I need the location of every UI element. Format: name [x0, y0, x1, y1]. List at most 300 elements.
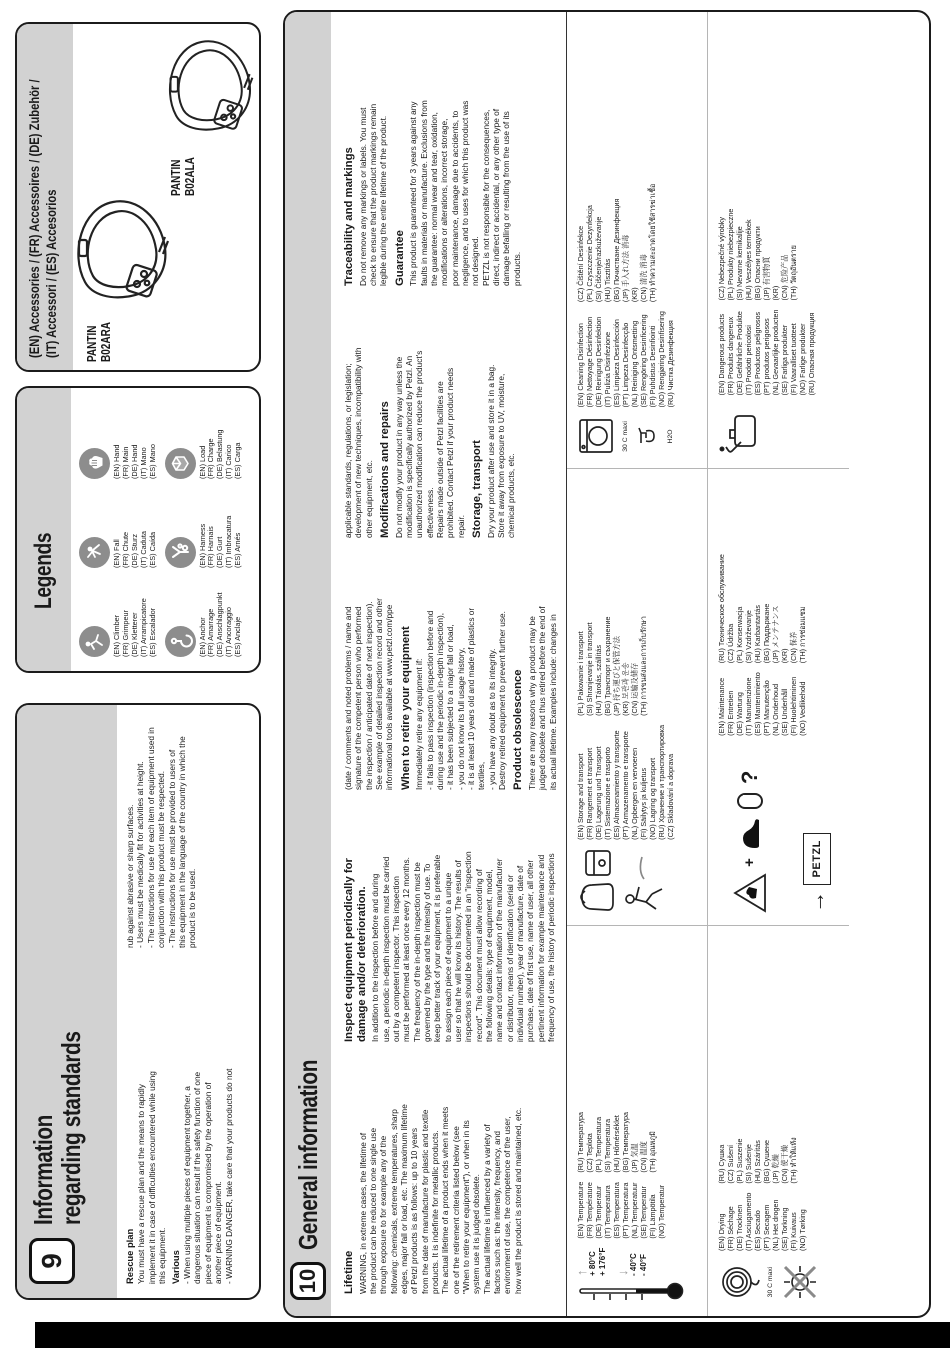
storage-bag-icon — [576, 849, 616, 913]
text-line: (PL) Czyszczenie Dezynfekcja — [585, 205, 595, 303]
legend-entry — [79, 574, 158, 657]
text-line: WARNING, in extreme cases, the lifetime of — [357, 1132, 368, 1294]
section-9-header-band — [17, 705, 117, 1298]
text-line: The frequency of the in-depth inspection must be — [411, 862, 422, 1042]
arrow-right-icon: → — [803, 890, 829, 913]
text-line: (CZ) Teplota — [585, 1133, 595, 1173]
text-line: Do not modify your product in any way unless the — [393, 356, 404, 538]
text-line: (NO) Tørking — [798, 1209, 808, 1251]
text-line: of Petzl products is as follows: up to 10 years — [409, 1127, 420, 1294]
text-line: (SI) Nevarne kemikalije — [735, 226, 745, 301]
anchor-icon — [165, 626, 196, 657]
text-line: effectiveness. — [424, 487, 435, 538]
drying-temp-label: 30 C maxi — [767, 1266, 775, 1298]
text-line: (TH) วัตถุอันตราย — [789, 245, 799, 301]
section-10-header-band — [285, 12, 331, 1316]
warning-triangle-icon — [732, 873, 768, 913]
section-9-panel — [15, 703, 261, 1300]
text-line: chemical products, etc. — [506, 453, 517, 538]
text-line: (RU) Хранение и транспортировка — [657, 724, 667, 840]
text-line: (IT) Caduta — [138, 531, 148, 568]
text-line: (NL) Opbergen en vervoeren — [630, 747, 640, 840]
fall-icon — [79, 537, 110, 568]
legends-grid — [71, 388, 247, 671]
text-line: (IT) Ancoraggio — [224, 607, 234, 657]
text-line: (KR) 보관과 운송 — [621, 662, 631, 716]
down-arrow-icon: ↓ — [615, 1269, 631, 1276]
text-line: - it has been subjected to a major fall or load, — [445, 624, 456, 790]
text-line: inspections should be documented in an "inspection — [463, 851, 474, 1042]
text-line: user so that he will know its history. The results of — [452, 860, 463, 1042]
title-line: regarding standards — [56, 1031, 86, 1225]
text-line: (EN) Storage and transport — [576, 753, 586, 840]
text-line: implement it in case of difficulties encountered while using — [146, 1071, 157, 1284]
text-line: out by a competent inspector. This inspection — [390, 876, 401, 1042]
text-line: (RU) Техническое обслуживание — [717, 554, 727, 664]
text-line: (CN) 使干燥 — [780, 1144, 790, 1184]
pictogram-area — [566, 12, 849, 1316]
lifetime-heading: Lifetime — [343, 1250, 355, 1294]
text-line: (NL) Reiniging Ontsmetting — [630, 320, 640, 408]
text-line: See example of detailed inspection record and other — [374, 598, 385, 790]
text-line: this equipment. — [157, 1227, 168, 1284]
title-line: Information — [28, 1115, 58, 1225]
text-line: In addition to the inspection before and during — [370, 873, 381, 1042]
section-10-title: General information — [293, 1059, 323, 1250]
text-line: (RU) Сушка — [717, 1144, 727, 1184]
text-line: (IT) Prodotti pericolosi — [744, 325, 754, 396]
text-line: (FI) Säilytys ja kuljetus — [639, 767, 649, 840]
water-label: H2O — [667, 429, 675, 444]
text-line: informational tools available at www.petzl.com/ppe — [384, 604, 395, 790]
text-line: name and contact information of the manufacturer — [494, 858, 505, 1042]
text-line: product is to be used. — [187, 868, 198, 948]
text-line: (IT) Carico — [224, 444, 234, 479]
text-line: (HU) Hőmérséklet — [612, 1115, 622, 1173]
text-line: (SE) Temperatur — [639, 1186, 649, 1239]
text-line: (ES) Productos peligrosos — [753, 311, 763, 396]
text-line: (NO) Lagring og transport — [648, 757, 658, 840]
text-line: products. — [511, 251, 522, 286]
text-line: (ES) Almacenamiento y transporte — [612, 730, 622, 840]
section-9-title — [29, 1031, 117, 1225]
text-line: (IT) Mano — [138, 447, 148, 479]
text-line: damage befalling or resulting from the use of its — [501, 111, 512, 286]
text-line: (PL) Pakowanie i transport — [576, 631, 586, 716]
text-line: (DE) Reinigung Desinfektion — [594, 316, 604, 408]
text-line: Dry your product after use and store it in a bag. — [485, 364, 496, 538]
text-line: development of new techniques, incompatibility with — [353, 347, 364, 538]
text-line: (BG) Поддържане — [762, 603, 772, 664]
inspection-heading: Inspect equipment periodically for — [343, 858, 355, 1042]
text-line: pertinent information for example maintenance and — [535, 854, 546, 1042]
washing-machine-icon — [576, 416, 616, 456]
text-line: from the date of manufacture for plastic and textile — [419, 1109, 430, 1294]
text-line: (NO) Rengjøring Desinfisering — [657, 311, 667, 408]
text-line: (CZ) Čištění Desinfekce — [576, 225, 586, 303]
text-line: This product is guaranteed for 3 years against any — [408, 101, 419, 286]
text-line: The actual lifetime is influenced by a variety of — [481, 1124, 492, 1294]
plus-sign: + — [740, 858, 758, 867]
text-line: - it is at least 10 years old and made of plastics or — [466, 607, 477, 790]
section-9-number-box: 9 — [29, 1238, 75, 1284]
text-line: check to ensure that the product markings remain — [367, 103, 378, 286]
title-line: (IT) Accessori / (ES) Accesorios — [43, 189, 59, 358]
text-line: (ES) Carga — [233, 442, 243, 479]
load-icon — [165, 448, 196, 479]
text-line: following: chemicals, extreme temperatures, sharp — [388, 1109, 399, 1294]
legend-entry — [79, 396, 158, 479]
text-line: (CZ) Skladování a doprava — [666, 753, 676, 840]
retirement-column — [343, 552, 558, 790]
text-line: (FI) Puhdistus Desinfiointi — [648, 325, 658, 408]
text-line: (HU) Karbantartás — [753, 604, 763, 664]
text-line: system use it is judged obsolete. — [471, 1174, 482, 1294]
text-line: the guarantee: normal wear and tear, oxidation, — [428, 112, 439, 286]
text-line: must be performed at least once every 12 months. — [401, 857, 412, 1042]
text-line: (ES) Mantenimiento — [753, 672, 763, 736]
text-line: (FR) Chute — [120, 531, 130, 568]
wash-temp-label: 30 C maxi — [622, 421, 630, 452]
when-to-retire-heading: When to retire your equipment — [399, 626, 412, 790]
accessories-body — [73, 24, 259, 370]
text-line: (BG) Почистване Дезинфекция — [612, 198, 622, 303]
text-line: (JP) 乾燥 — [771, 1154, 781, 1184]
text-line: (ES) Caída — [147, 531, 157, 568]
text-line: (TH) อุณหภูมิ — [648, 1131, 658, 1173]
text-line: (PT) produtos perigosos — [762, 318, 772, 396]
text-line: (CZ) Údržba — [726, 623, 736, 664]
text-line: (KR) — [771, 285, 781, 301]
rope-coil-icon — [717, 1260, 761, 1304]
text-line: (BG) Опасни продукти — [753, 226, 763, 301]
text-line: (EN) Dangerous products — [717, 313, 727, 396]
text-line: (PT) Secagem — [762, 1204, 772, 1251]
text-line: (TH) ทำให้แห้ง — [789, 1137, 799, 1184]
text-line: not designed. — [470, 236, 481, 286]
text-line: poor maintenance, damage due to accidents, to — [449, 110, 460, 286]
text-line: (PT) Manutenção — [762, 680, 772, 736]
text-line: - WARNING DANGER, take care that your products do not — [223, 1068, 234, 1284]
text-line: - The instructions for use for each item of equipment used in — [145, 727, 156, 948]
title-line: (EN) Accessories / (FR) Accessoires / (DE) Zubehör / — [26, 79, 42, 358]
text-line: (EN) Maintenance — [717, 677, 727, 736]
rescue-plan-heading: Rescue plan — [124, 1228, 135, 1284]
text-line: keep better track of your equipment, it is preferable — [432, 854, 443, 1042]
text-line: (FI) Kuivaus — [789, 1212, 799, 1251]
text-line: (FI) Vaaralliset tuotteet — [789, 323, 799, 396]
text-line: (IT) Pulizia Disinfezione — [603, 331, 613, 408]
text-line: judged obsolete and thus retired before the end of — [537, 606, 548, 790]
climber-icon — [79, 626, 110, 657]
text-line: negligence, and to uses for which this product was — [459, 100, 470, 286]
text-line: how well the product is stored and maintained, etc. — [512, 1107, 523, 1294]
text-line: piece of equipment is compromised by the operation of — [202, 1082, 213, 1284]
temperature-limits: ↑ + 80°C + 176°F ↓ - 40°C - 40°F — [574, 1247, 648, 1276]
text-line: (PT) Armazenamento e transporte — [621, 731, 631, 840]
text-line: (SI) Temperatura — [603, 1118, 613, 1173]
text-line: its actual lifetime. Examples include: changes in — [547, 614, 558, 790]
text-line: (NL) Het drogen — [771, 1199, 781, 1251]
text-line: through exposure to for example any of the — [378, 1135, 389, 1294]
text-line: the following details: type of equipment, model, — [483, 869, 494, 1042]
text-line: (HU) Tisztítás — [603, 258, 613, 303]
text-line: (JP) 気温 — [630, 1143, 640, 1173]
legends-header-band — [17, 388, 71, 671]
text-line: (DE) Lagerung und Transport — [594, 746, 604, 840]
pantin-b02ala-drawing — [165, 30, 257, 144]
text-line: legible during the entire lifetime of the product. — [378, 115, 389, 286]
text-line: frequency of use, the history of periodic inspections — [546, 853, 557, 1042]
text-line: (PT) Limpeza Desinfecção — [621, 322, 631, 408]
hand-icon — [79, 448, 110, 479]
text-line: (SE) Rengöring Desinficering — [639, 314, 649, 408]
temperature-group — [567, 925, 708, 1316]
text-line: (FR) Main — [120, 446, 130, 479]
text-line: - it fails to pass inspection (inspection before and — [424, 610, 435, 790]
text-line: - you do not know its full usage history, — [455, 647, 466, 790]
text-line: (date / comments and noted problems / name and — [343, 606, 353, 790]
text-line: the inspection / anticipated date of next inspection). — [363, 601, 374, 790]
text-line: (ES) Arnés — [233, 532, 243, 568]
text-line: Store it away from exposure to UV, moisture, — [495, 373, 506, 538]
text-line: (FI) Lämpötila — [648, 1194, 658, 1239]
text-line: Do not remove any markings or labels. You must — [357, 107, 368, 286]
text-line: (EN) Drying — [717, 1213, 727, 1251]
text-line: (ES) Temperatura — [612, 1182, 622, 1239]
text-line: (EN) Load — [197, 445, 207, 479]
text-line: (FR) Séchage — [726, 1206, 736, 1251]
text-line: Repairs made outside of Petzl facilities are — [435, 381, 445, 538]
text-line: (ES) Anclaje — [233, 616, 243, 657]
cleaning-group — [567, 12, 708, 468]
text-line: (FR) Charge — [206, 438, 216, 479]
text-line: (EN) Anchor — [197, 617, 207, 657]
text-line: edges, major fall or load, etc. The maximum lifetime — [398, 1104, 409, 1294]
text-line: (ES) Mano — [147, 444, 157, 479]
text-line: (FR) Harnais — [206, 526, 216, 568]
accessories-panel — [15, 22, 261, 372]
text-line: to assign each piece of equipment to a unique — [442, 872, 453, 1042]
text-line: - When using multiple pieces of equipment together, a — [182, 1086, 193, 1284]
text-line: (FI) Huolehtiminen — [789, 676, 799, 736]
text-line: (EN) Climber — [112, 614, 121, 657]
worn-shoe-icon — [737, 818, 763, 852]
product-label-b02ara: PANTIN B02ARA — [85, 321, 113, 362]
text-line: (BG) Транспорт и съхранение — [603, 616, 613, 716]
text-line: (HU) Veszélyes termékek — [744, 219, 754, 301]
text-line: (CN) 运输及储存 — [630, 662, 640, 716]
text-line: (CN) 保养 — [789, 631, 799, 664]
text-line: faults in materials or manufacture. Exclusions from — [418, 100, 429, 286]
text-line: (DE) Belastung — [215, 429, 225, 479]
storage-transport-group — [567, 468, 708, 924]
text-line: (CN) 危险产品 — [780, 254, 790, 301]
legend-entry — [165, 485, 244, 568]
text-line: - you have any doubt as to its integrity. — [486, 648, 497, 790]
no-sun-icon — [780, 1262, 820, 1302]
text-line: (CN) 温度 — [639, 1141, 649, 1173]
text-line: (TH) การขนส่งและการเก็บรักษา — [639, 616, 649, 716]
text-line: (FR) Rangement et transport — [585, 747, 595, 840]
transport-case-icon — [622, 853, 664, 913]
text-line: (SI) Shranjevanje in transport — [585, 622, 595, 716]
text-line: during use and the periodic in-depth inspection), — [435, 612, 445, 790]
general-information-panel — [283, 10, 931, 1318]
text-line: (ES) Escalador — [147, 607, 157, 657]
inspection-heading: damage and/or deterioration. — [355, 886, 368, 1042]
text-line: - Users must be medically fit for activities at height. — [135, 761, 146, 948]
text-line: another piece of equipment. — [213, 1181, 224, 1284]
petzl-box: PETZL — [803, 833, 831, 885]
text-line: repair. — [455, 514, 466, 538]
text-line: other equipment, etc. — [363, 460, 374, 538]
harness-icon — [165, 537, 196, 568]
text-line: (SE) Torkning — [780, 1207, 790, 1251]
text-line: (JP) 有害物質 — [762, 256, 772, 301]
inspection-column — [343, 804, 558, 1042]
text-line: PETZL is not responsible for the consequences, — [480, 109, 491, 286]
text-line: (BG) Сушене — [762, 1139, 772, 1184]
legend-entry — [165, 574, 244, 657]
text-line: (DE) Gefährliche Produkte — [735, 311, 745, 396]
drying-group — [708, 925, 849, 1316]
text-line: (DE) Sturz — [129, 533, 139, 568]
text-line: You must have a rescue plan and the means to rapidly — [136, 1084, 147, 1284]
text-line: (RU) Температура — [576, 1111, 586, 1173]
text-line: or distributor, means of identification (serial or — [504, 874, 515, 1042]
text-line: (ES) Limpieza Desinfección — [612, 319, 622, 408]
text-line: prohibited. Contact Petzl if your product needs — [445, 367, 456, 538]
water-tap-icon — [635, 423, 661, 449]
text-line: (IT) Manutenzione — [744, 677, 754, 736]
section-9-body — [117, 705, 245, 1298]
text-line: environment of use, the competence of the user, — [502, 1116, 513, 1294]
text-line: - The instructions for use must be provided to users of — [166, 749, 177, 948]
text-line: (KR) — [630, 287, 640, 303]
text-line: this equipment in the language of the country in which the — [177, 736, 188, 948]
traceability-heading: Traceability and markings — [343, 147, 355, 286]
text-line: signature of the competent person who performed — [353, 606, 364, 790]
text-line: (NL) Temperatuur — [630, 1182, 640, 1239]
text-line: (JP) メンテナンス — [771, 605, 781, 664]
section-10-number-box: 10 — [290, 1262, 326, 1300]
text-line: (IT) Temperatura — [603, 1185, 613, 1239]
text-line: (NO) Temperatur — [657, 1184, 667, 1239]
text-line: modification is specifically authorized by Petzl. An — [403, 355, 414, 538]
standards-continued-column — [125, 727, 237, 948]
text-line: (ES) Secado — [753, 1210, 763, 1251]
text-line: (CZ) Nebezpečné výrobky — [717, 217, 727, 301]
text-line: (IT) Imbracatura — [224, 515, 234, 568]
text-line: unauthorized modification can reduce the product's — [414, 350, 425, 538]
text-line: (EN) Harness — [197, 523, 207, 568]
text-line: (DE) Wartung — [735, 692, 745, 736]
text-line: modifications or alterations, incorrect storage, — [439, 118, 450, 286]
legends-title: Legends — [30, 532, 57, 609]
text-line: There are many reasons why a product may be — [527, 616, 537, 790]
text-line: Destroy retired equipment to prevent further use. — [497, 611, 508, 790]
text-line: (SI) Vzdrževanje — [744, 610, 754, 664]
modifications-repairs-heading: Modifications and repairs — [379, 401, 392, 538]
maintenance-group — [708, 468, 849, 924]
text-line: (FR) Grimpeur — [120, 609, 130, 657]
text-line: (SI) Čiščenje/razkuževanje — [594, 216, 604, 303]
modifications-column — [343, 300, 558, 538]
text-line: (EN) Fall — [112, 539, 121, 568]
text-line: (RU) Чистка Дезинфекция — [666, 320, 676, 408]
text-line: (EN) Hand — [112, 444, 121, 479]
pantin-b02ara-drawing — [73, 190, 173, 312]
accessories-title — [26, 79, 60, 358]
text-line: (HU) Tárolás, szállítás — [594, 644, 604, 716]
text-line: conjunction with this product must be respected. — [156, 770, 167, 948]
thermometer-icon — [576, 1282, 686, 1304]
text-line: (DE) Anschlagpunkt — [215, 592, 225, 657]
text-line: one of the retirement criteria listed below (see — [450, 1126, 461, 1294]
text-line: (IT) Sistemazione e trasporto — [603, 747, 613, 840]
text-line: (SE) Underhåll — [780, 688, 790, 736]
text-line: record". This document must allow recording of — [473, 869, 484, 1042]
general-info-columns — [331, 12, 564, 1316]
text-line: (TH) ทำความสะอาดโดยใช้สารฆ่าเชื้อ — [648, 183, 658, 303]
text-line: (KR) — [780, 648, 790, 664]
text-line: (PT) Temperatura — [621, 1182, 631, 1239]
text-line: (NL) Onderhoud — [771, 683, 781, 736]
text-line: the product can be reduced to one single use — [367, 1127, 378, 1294]
text-line: "When to retire your equipment"), or when in its — [461, 1120, 472, 1294]
text-line: (EN) Temperature — [576, 1181, 586, 1239]
text-line: (NL) Gevaarlijke producten — [771, 309, 781, 396]
text-line: (NO) Farlige produkter — [798, 323, 808, 396]
guarantee-heading: Guarantee — [393, 230, 406, 286]
up-arrow-icon: ↑ — [574, 1269, 590, 1276]
lifetime-column — [343, 1056, 558, 1294]
registration-black-bar — [35, 1322, 950, 1348]
text-line: (IT) Asciugamento — [744, 1192, 754, 1251]
text-line: (FR) Entretien — [726, 690, 736, 736]
storage-transport-heading: Storage, transport — [471, 440, 484, 538]
text-line: (PL) Suszenie — [735, 1138, 745, 1184]
text-line: purchase, date of first use, name of user, all other — [525, 859, 536, 1042]
text-line: (EN) Cleaning Disinfection — [576, 323, 586, 408]
text-line: textiles, — [476, 761, 487, 790]
text-line: individual number), year of manufacture, date of — [515, 865, 525, 1042]
text-line: dangerous situation can result if the safety function of one — [192, 1071, 203, 1284]
text-line: (PL) Produkty niebezpieczne — [726, 208, 736, 301]
text-line: (BG) Температура — [621, 1111, 631, 1173]
text-line: (DE) Temperatur — [594, 1185, 604, 1239]
text-line: (DE) Trocknen — [735, 1204, 745, 1251]
legend-entry — [79, 485, 158, 568]
legend-entry — [165, 396, 244, 479]
oil-can-icon — [717, 404, 761, 456]
text-line: use, a periodic in-depth inspection must be carried — [380, 856, 391, 1042]
text-line: (JP) 手入れ方法 消毒 — [621, 234, 631, 303]
text-line: governed by the type and the intensity of use. To — [421, 863, 432, 1042]
text-line: (DE) Gurt — [215, 536, 225, 568]
text-line: (PL) Konserwacja — [735, 606, 745, 664]
text-line: (CN) 清洗 消毒 — [639, 254, 649, 303]
text-line: (IT) Arrampicatore — [138, 598, 148, 657]
dangerous-products-group — [708, 12, 849, 468]
text-line: factors such as: the intensity, frequency, and — [492, 1131, 503, 1294]
legends-panel — [15, 386, 261, 673]
traceability-column — [343, 48, 558, 286]
text-line: applicable standards, regulations, or legislation; — [343, 363, 353, 538]
product-obsolescence-heading: Product obsolescence — [512, 669, 525, 790]
text-line: (PL) Temperatura — [594, 1116, 604, 1173]
